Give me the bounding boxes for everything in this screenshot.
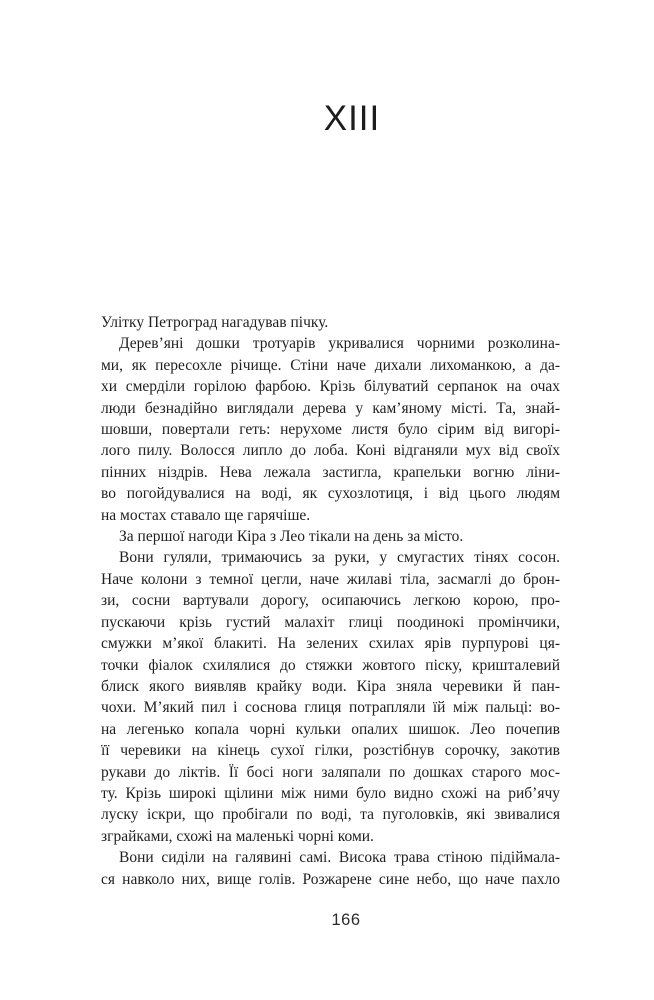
paragraph — [101, 312, 560, 333]
text-line: пускаючи крізь густий малахіт глиці поодинокі промінчики, — [101, 613, 560, 631]
paragraph — [101, 847, 560, 890]
text-line: ту. Крізь широкі щілини між ними було видно схожі на риб’ячу — [101, 784, 560, 802]
text-line: смужки м’якої блакиті. На зелених схилах ярів пурпурові ця- — [101, 635, 560, 653]
text-line: Дерев’яні дошки тротуарів укривалися чорними розколина- — [119, 335, 560, 353]
text-line: шовши, повертали геть: нерухоме листя було сірим від вигорі- — [101, 421, 560, 439]
text-line: Улітку Петроград нагадував пічку. — [101, 314, 329, 331]
text-line: хи смерділи горілою фарбою. Крізь білуватий серпанок на очах — [101, 378, 560, 396]
text-block — [101, 312, 560, 890]
text-line: Вони сиділи на галявині самі. Висока трава стіною підіймала- — [119, 849, 560, 867]
text-line: на мостах ставало ще гарячіше. — [101, 506, 311, 524]
text-line: на легенько копала чорні кульки опалих шишок. Лео почепив — [101, 720, 560, 738]
text-line: ми, як пересохле річище. Стіни наче дихали лихоманкою, а да- — [101, 356, 560, 374]
text-line: Наче колони з темної цегли, наче жилаві тіла, засмаглі до брон- — [101, 570, 560, 588]
text-line: ся навколо них, вище голів. Розжарене сине небо, що наче пахло — [101, 870, 560, 888]
text-line: За першої нагоди Кіра з Лео тікали на день за місто. — [119, 528, 464, 546]
text-line: зи, сосни вартували дорогу, осипаючись легкою корою, про- — [101, 592, 560, 610]
text-line: во погойдувалися на воді, як сухозлотиця, і від цього людям — [101, 485, 560, 503]
text-line: пінних ніздрів. Нева лежала застигла, крапельки вогню ліни- — [101, 463, 560, 481]
text-line: її черевики на кінець сухої гілки, розстібнув сорочку, закотив — [101, 742, 560, 760]
text-line: луску іскри, що пробігали по воді, та пуголовків, які звивалися — [101, 806, 560, 824]
text-line: точки фіалок схилялися до стяжки жовтого піску, кришталевий — [101, 656, 560, 674]
chapter-heading: XIII — [323, 99, 381, 138]
paragraph — [101, 333, 560, 526]
text-line: люди безнадійно виглядали дерева у кам’яному місті. Та, знай- — [101, 399, 560, 417]
text-line: рукави до ліктів. Її босі ноги заляпали по дошках старого мос- — [101, 763, 560, 781]
paragraph — [101, 547, 560, 847]
paragraph — [101, 526, 560, 547]
text-line: Вони гуляли, тримаючись за руки, у смугастих тінях сосон. — [119, 549, 560, 567]
text-line: лого пилу. Волосся липло до лоба. Коні відганяли мух від своїх — [101, 442, 560, 460]
text-line: блиск якого виявляв крайку води. Кіра зняла черевики й пан- — [101, 677, 560, 695]
page-number: 166 — [331, 911, 361, 929]
text-line: чохи. М’який пил і соснова глиця потрапляли їй між пальці: во- — [101, 699, 560, 717]
text-line: зграйками, схожі на маленькі чорні коми. — [101, 827, 374, 845]
